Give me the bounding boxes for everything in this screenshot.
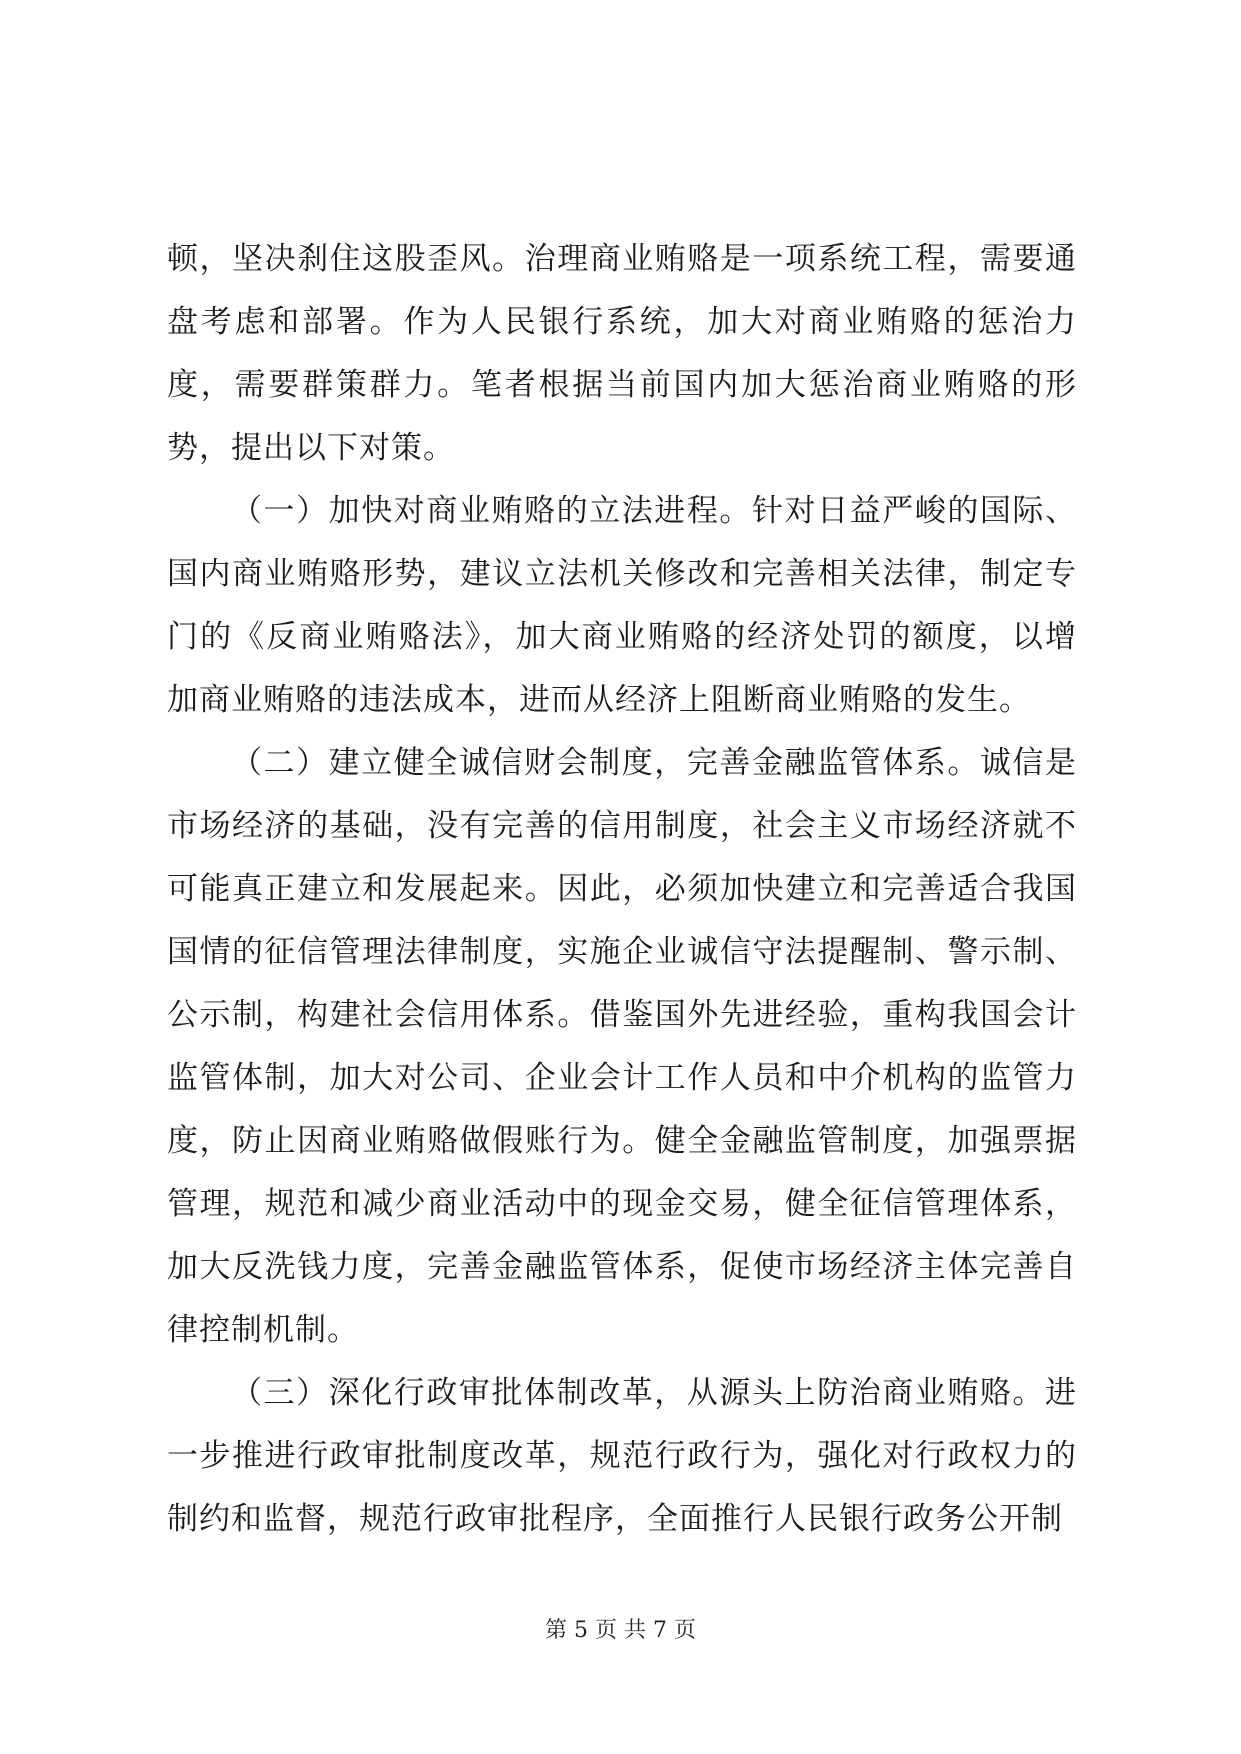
paragraph-legislation: （一）加快对商业贿赂的立法进程。针对日益严峻的国际、国内商业贿赂形势，建议立法机关修改和完善相关法律，制定专门的《反商业贿赂法》，加大商业贿赂的经济处罚的额度，以增加商业贿赂的违法成本，进而从经济上阻断商业贿赂的发生。 [167, 493, 1077, 718]
paragraph-credit-system: （二）建立健全诚信财会制度，完善金融监管体系。诚信是市场经济的基础，没有完善的信用制度，社会主义市场经济就不可能真正建立和发展起来。因此，必须加快建立和完善适合我国国情的征信管理法律制度，实施企业诚信守法提醒制、警示制、公示制，构建社会信用体系。借鉴国外先进经验，重构我国会计监管体制，加大对公司、企业会计工作人员和中介机构的监管力度，防止因商业贿赂做假账行为。健全金融监管制度，加强票据管理，规范和减少商业活动中的现金交易，健全征信管理体系，加大反洗钱力度，完善金融监管体系，促使市场经济主体完善自律控制机制。 [167, 745, 1077, 1348]
paragraph-admin-reform: （三）深化行政审批体制改革，从源头上防治商业贿赂。进一步推进行政审批制度改革，规范行政行为，强化对行政权力的制约和监督，规范行政审批程序，全面推行人民银行政务公开制 [167, 1375, 1077, 1537]
paragraph-continued: 顿，坚决刹住这股歪风。治理商业贿赂是一项系统工程，需要通盘考虑和部署。作为人民银行系统，加大对商业贿赂的惩治力度，需要群策群力。笔者根据当前国内加大惩治商业贿赂的形势，提出以下对策。 [167, 241, 1077, 466]
page-number-footer: 第 5 页 共 7 页 [545, 1618, 696, 1643]
document-body [167, 228, 1077, 1551]
